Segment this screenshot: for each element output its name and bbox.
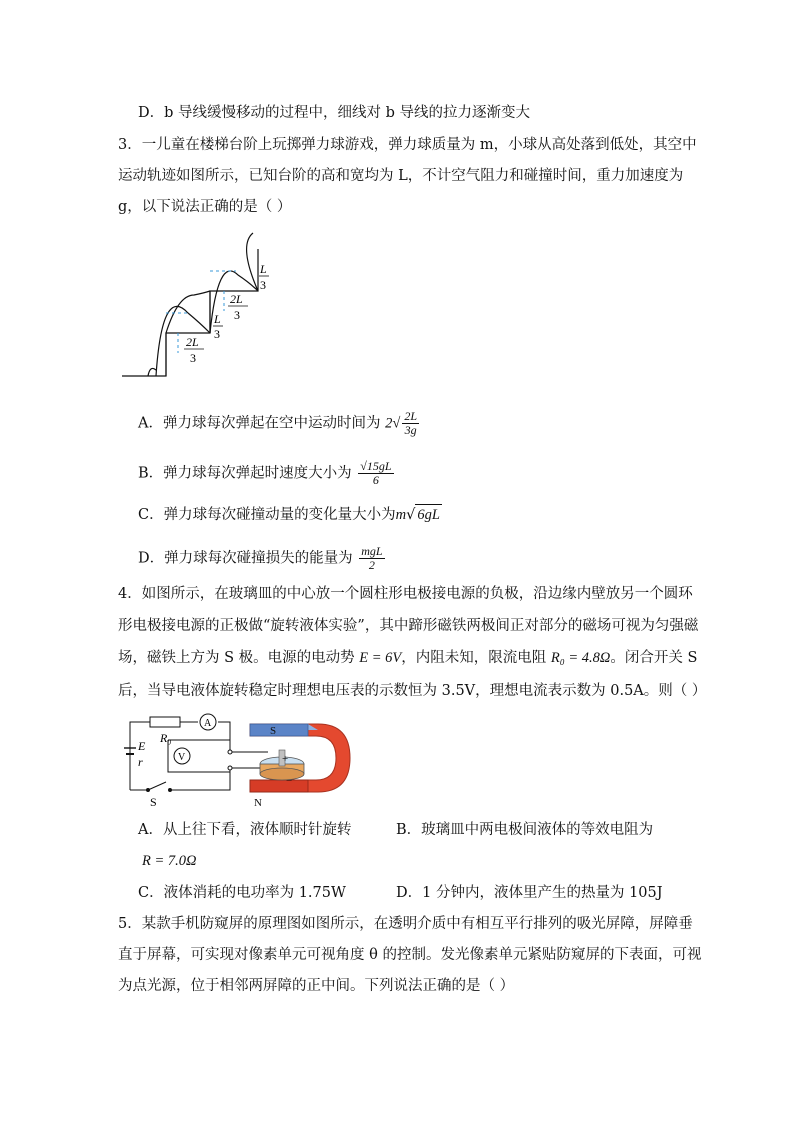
label-r: r — [138, 755, 143, 769]
q4-stem-line3: 场，磁铁上方为 S 极。电源的电动势 E = 6V，内阻未知，限流电阻 R₀ = 4.8Ω。闭合开关 S — [118, 650, 698, 666]
q3-stem-line2: 运动轨迹如图所示，已知台阶的高和宽均为 L，不计空气阻力和碰撞时间，重力加速度为 — [118, 168, 684, 184]
label-2l-lower: 2L — [186, 335, 199, 349]
label-s-pole: S — [270, 725, 277, 737]
label-3-upper-a: 3 — [234, 308, 240, 322]
q4-option-d: D．1 分钟内，液体里产生的热量为 105J — [396, 885, 663, 901]
q4-stem-line1: 4．如图所示，在玻璃皿的中心放一个圆柱形电极接电源的负极，沿边缘内壁放另一个圆环 — [118, 586, 693, 602]
q4-stem-line4: 后，当导电液体旋转稳定时理想电压表的示数恒为 3.5V，理想电流表示数为 0.5A。则（ ） — [118, 683, 707, 699]
trajectory-first — [148, 306, 210, 376]
voltmeter-label: V — [178, 752, 186, 763]
q5-stem-line3: 为点光源，位于相邻两屏障的正中间。下列说法正确的是（ ） — [118, 978, 515, 994]
q3-option-c: C．弹力球每次碰撞动量的变化量大小为m√ 6gL — [138, 504, 442, 525]
q4-option-b-value: R = 7.0Ω — [142, 853, 197, 869]
magnet-n-pole — [250, 780, 308, 792]
q3-stem-line3: g，以下说法正确的是（ ） — [118, 199, 292, 215]
q3-option-a: A．弹力球每次弹起在空中运动时间为 2√ $\frac{2L}{3g}$ — [138, 409, 417, 437]
label-l-upper: L — [260, 262, 267, 276]
label-plus: + — [282, 753, 289, 765]
q5-stem-line1: 5．某款手机防窥屏的原理图如图所示，在透明介质中有相互平行排列的吸光屏障，屏障垂 — [118, 916, 693, 932]
q4-circuit-figure — [118, 710, 358, 810]
q4-option-c: C．液体消耗的电功率为 1.75W — [138, 885, 346, 901]
q2-option-d: D．b 导线缓慢移动的过程中，细线对 b 导线的拉力逐渐变大 — [138, 105, 531, 121]
q4-option-a: A．从上往下看，液体顺时针旋转 — [138, 822, 352, 838]
label-3-upper-b: 3 — [260, 278, 266, 292]
q3-stairs-figure — [118, 225, 278, 380]
label-n-pole: N — [254, 797, 262, 809]
q3-stem-line1: 3．一儿童在楼梯台阶上玩掷弹力球游戏，弹力球质量为 m，小球从高处落到低处，其空中 — [118, 137, 697, 153]
q4-option-b: B．玻璃皿中两电极间液体的等效电阻为 — [396, 822, 654, 838]
switch-label: S — [150, 795, 157, 809]
q3-option-b: B．弹力球每次弹起时速度大小为 $\frac{√15gL}{6}$ — [138, 459, 392, 487]
ammeter-label: A — [204, 718, 212, 729]
circuit-wire-bottom — [130, 770, 230, 790]
label-l-lower: L — [214, 312, 221, 326]
label-3-lower-a: 3 — [190, 351, 196, 365]
q3-option-d: D．弹力球每次碰撞损失的能量为 $\frac{\text{mgL}}{2}$ — [138, 544, 383, 572]
label-minus: − — [286, 775, 293, 787]
q4-stem-line2: 形电极接电源的正极做“旋转液体实验”，其中蹄形磁铁两极间正对部分的磁场可视为匀强磁 — [118, 618, 699, 634]
label-2l-upper: 2L — [230, 292, 243, 306]
label-3-lower-b: 3 — [214, 327, 220, 341]
label-r0: R₀ — [160, 731, 172, 745]
label-emf: E — [138, 739, 146, 753]
q5-stem-line2: 直于屏幕，可实现对像素单元可视角度 θ 的控制。发光像素单元紧贴防窥屏的下表面，可视 — [118, 947, 702, 963]
